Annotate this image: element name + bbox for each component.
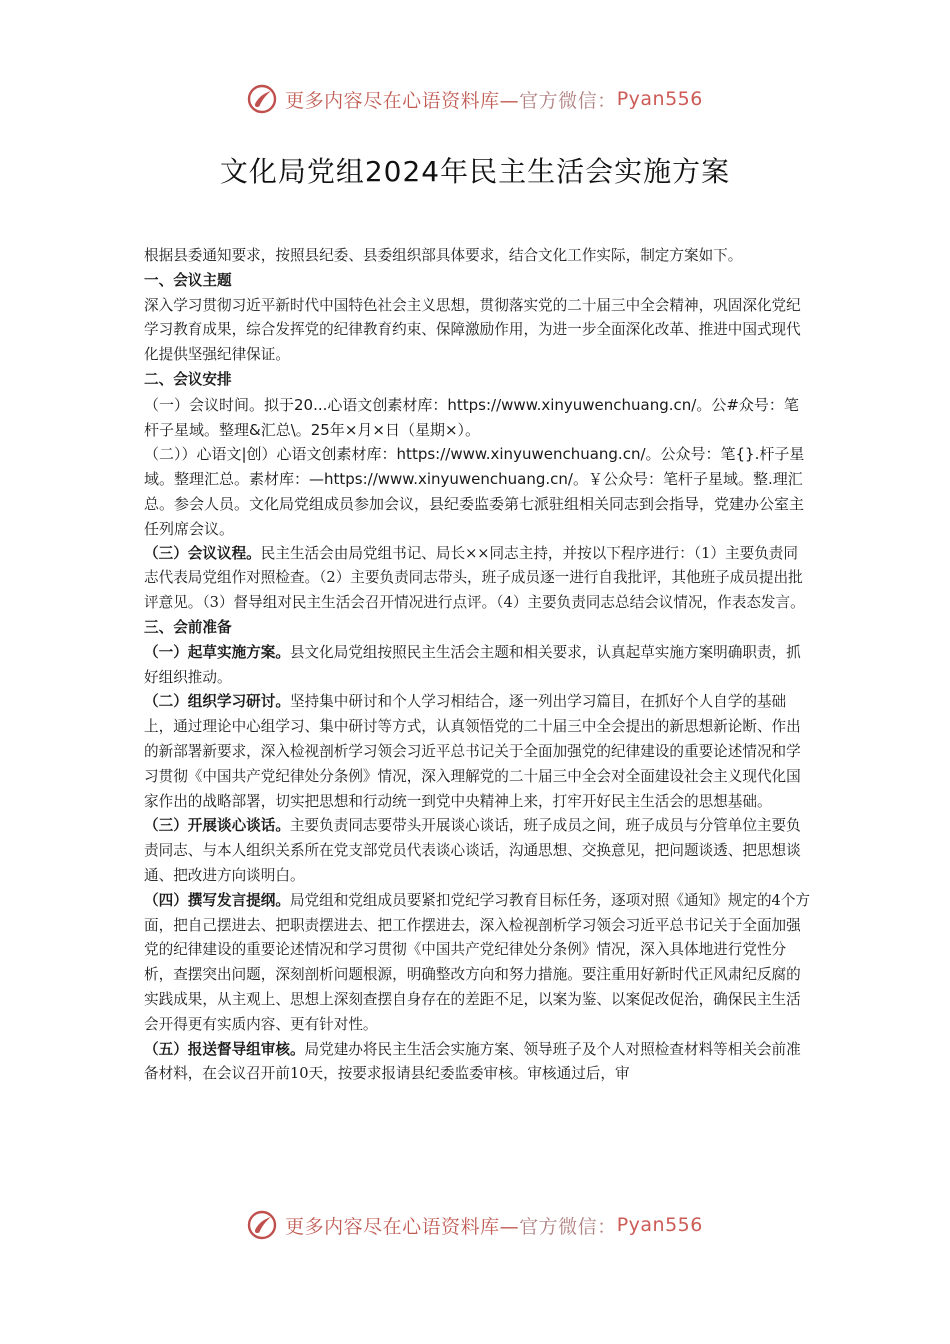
watermark-header <box>0 84 950 114</box>
item-body: 民主生活会由局党组书记、局长××同志主持，并按以下程序进行：（1）主要负责同志代表局党组作对照检查。（2）主要负责同志带头，班子成员逐一进行自我批评，其他班子成员提出批评意见。（3）督导组对民主生活会召开情况进行点评。（4）主要负责同志总结会议情况，作表态发言。 <box>144 544 805 612</box>
item-body: 局党组和党组成员要紧扣党纪学习教育目标任务，逐项对照《通知》规定的4个方面，把自己摆进去、把职责摆进去、把工作摆进去，深入检视剖析学习领会习近平总书记关于全面加强党的纪律建设的重要论述情况和学习贯彻《中国共产党纪律处分条例》情况，深入具体地进行党性分析，查摆突出问题，深刻剖析问题根源，明确整改方向和努力措施。要注重用好新时代正风肃纪反腐的实践成果，从主观上、思想上深刻查摆自身存在的差距不足，以案为鉴、以案促改促治，确保民主生活会开得更有实质内容、更有针对性。 <box>144 891 811 1033</box>
item-label: （五）报送督导组审核。 <box>144 1040 305 1058</box>
item-body: 局党建办将民主生活会实施方案、领导班子及个人对照检查材料等相关会前准备材料，在会议召开前10天，按要求报请县纪委监委审核。审核通过后，审 <box>144 1040 801 1083</box>
item-label: （三）会议议程。 <box>144 544 261 562</box>
watermark-text: 更多内容尽在心语资料库— <box>285 89 520 112</box>
item-body: 县文化局党组按照民主生活会主题和相关要求，认真起草实施方案明确职责，抓好组织推动。 <box>144 643 801 686</box>
section-2-item-2: （二））心语文|创）心语文创素材库：https://www.xinyuwenchuang.cn/。公众号：笔{}.杆子星域。整理汇总。素材库：—https://www.xinyuwenchuang.cn/。￥公众号：笔杆子星域。整.理汇总。参会人员。文化局党组成员参加会议，县纪委监委第七派驻组相关同志到会指导，党建办公室主任列席会议。 <box>144 445 805 538</box>
watermark-footer <box>0 1210 950 1240</box>
item-label: （三）开展谈心谈话。 <box>144 817 290 835</box>
section-3-item-2 <box>144 690 812 814</box>
document-title: 文化局党组2024年民主生活会实施方案 <box>219 155 731 188</box>
section-3-item-4 <box>144 889 812 1038</box>
watermark-wechat-id: Pyan556 <box>616 1214 703 1236</box>
item-label: （一）起草实施方案。 <box>144 643 290 661</box>
watermark-text: 更多内容尽在心语资料库— <box>285 1215 520 1238</box>
item-body: 主要负责同志要带头开展谈心谈话，班子成员之间，班子成员与分管单位主要负责同志、与本人组织关系所在党支部党员代表谈心谈话，沟通思想、交换意见，把问题谈透、把思想谈通、把改进方向谈明白。 <box>144 817 801 884</box>
brand-logo-icon <box>247 84 277 114</box>
section-3-item-1 <box>144 641 812 691</box>
watermark-wechat-label: 官方微信： <box>519 89 617 112</box>
item-body: 坚持集中研讨和个人学习相结合，逐一列出学习篇目，在抓好个人自学的基础上，通过理论中心组学习、集中研讨等方式，认真领悟党的二十届三中全会提出的新思想新论断、作出的新部署新要求，深入检视剖析学习领会习近平总书记关于全面加强党的纪律建设的重要论述情况和学习贯彻《中国共产党纪律处分条例》情况，深入理解党的二十届三中全会对全面建设社会主义现代化国家作出的战略部署，切实把思想和行动统一到党中央精神上来，打牢开好民主生活会的思想基础。 <box>144 693 801 810</box>
document-body <box>144 244 812 1087</box>
intro-paragraph: 根据县委通知要求，按照县纪委、县委组织部具体要求，结合文化工作实际，制定方案如下。 <box>144 247 743 264</box>
brand-logo-icon <box>247 1210 277 1240</box>
item-label: （二）组织学习研讨。 <box>144 693 290 711</box>
section-3-item-3 <box>144 814 812 888</box>
section-1-body: 深入学习贯彻习近平新时代中国特色社会主义思想，贯彻落实党的二十届三中全会精神，巩固深化党纪学习教育成果，综合发挥党的纪律教育约束、保障激励作用，为进一步全面深化改革、推进中国式现代化提供坚强纪律保证。 <box>144 296 801 364</box>
watermark-wechat-label: 官方微信： <box>519 1215 617 1238</box>
section-heading-3: 三、会前准备 <box>144 618 232 636</box>
item-label: （四）撰写发言提纲。 <box>144 891 290 909</box>
watermark-wechat-id: Pyan556 <box>616 88 703 110</box>
section-2-item-1: （一）会议时间。拟于20...心语文创素材库：https://www.xinyuwenchuang.cn/。公#众号：笔杆子星域。整理&汇总\。25年×月×日（星期×）。 <box>144 395 799 439</box>
section-3-item-5 <box>144 1038 812 1088</box>
section-heading-1: 一、会议主题 <box>144 271 232 289</box>
section-heading-2: 二、会议安排 <box>144 370 232 388</box>
section-2-item-3 <box>144 542 812 616</box>
